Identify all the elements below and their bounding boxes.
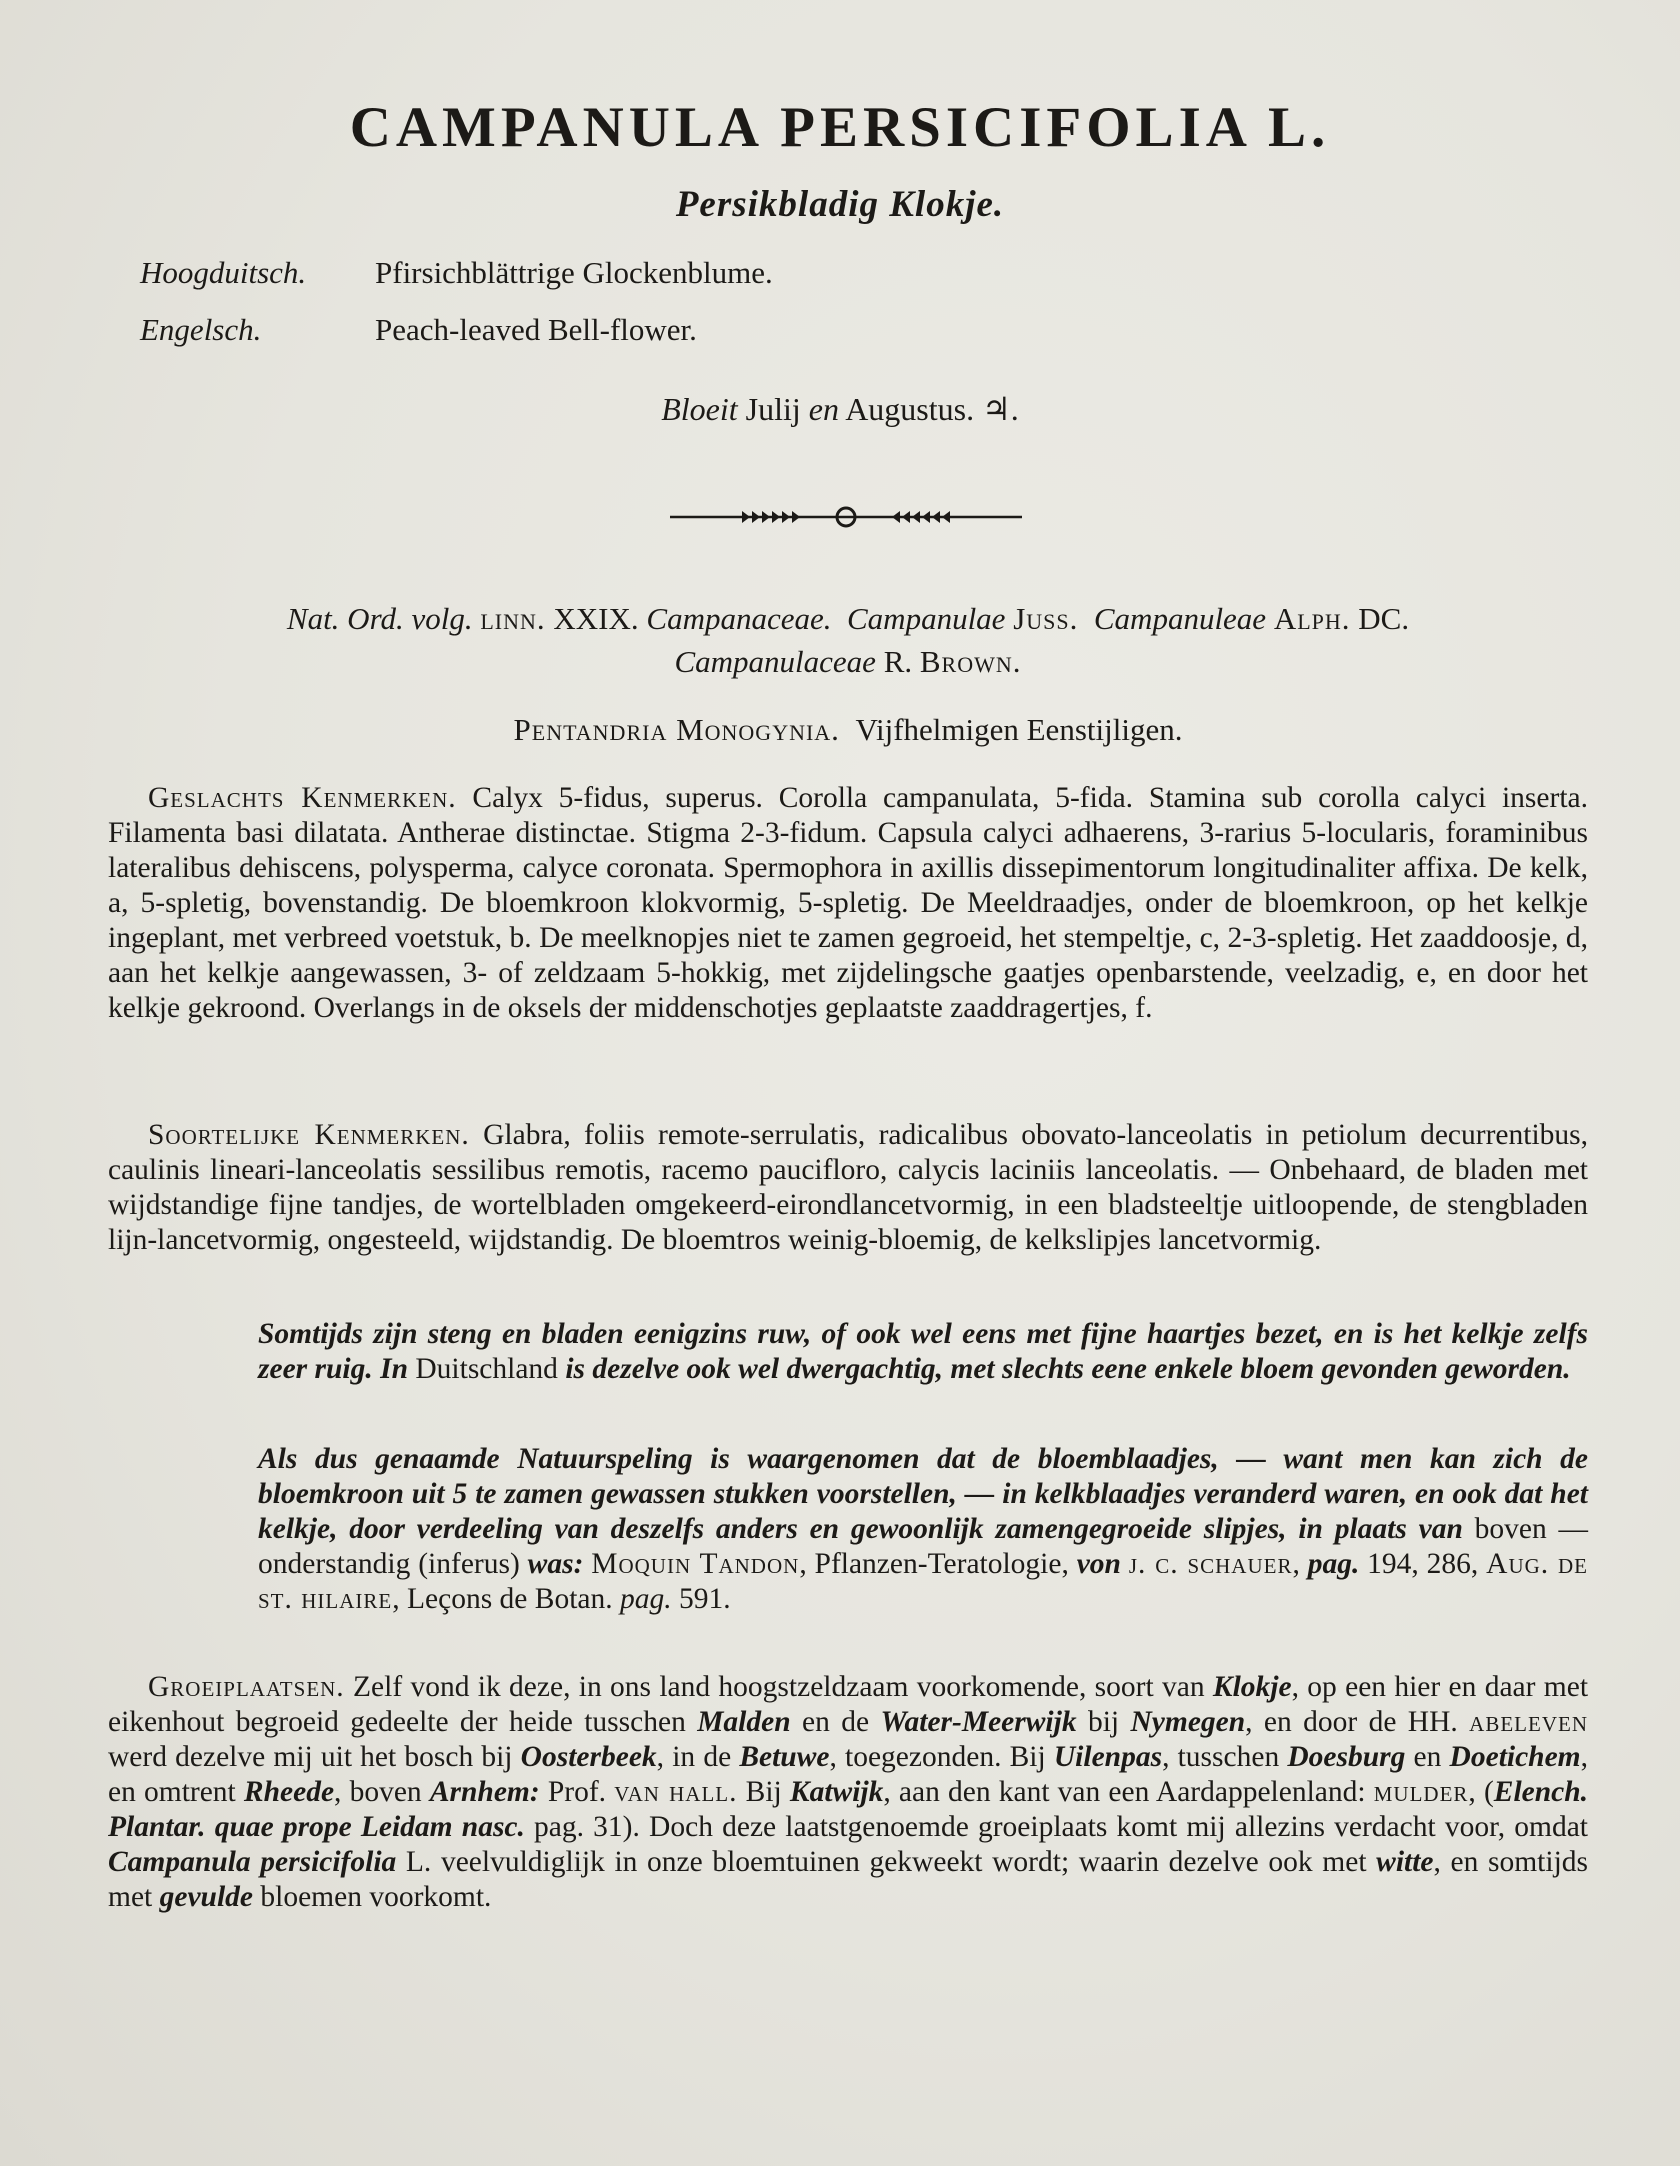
name-row-english xyxy=(140,312,773,369)
section-text: Calyx 5-fidus, superus. Corolla campanulata, 5-fida. Stamina sub corolla calyci inserta. Filamenta basi dilatata. Antherae distinctae. Stigma 2-3-fidum. Capsula calyci adhaerens, 3-rarius 5-locularis, foraminibus lateralibus dehiscens, polysperma, calyce coronata. Spermophora in axillis dissepimentorum longitudinaliter affixa. De kelk, a, 5-spletig, bovenstandig. De bloemkroon klokvormig, 5-spletig. De Meeldraadjes, onder de bloemkroon, op het kelkje ingeplant, met verbreed voetstuk, b. De meelknopjes niet te zamen gegroeid, het stempeltje, c, 2-3-spletig. Het zaaddoosje, d, aan het kelkje aangewassen, 3- of zeldzaam 5-hokkig, met zijdelingsche gaatjes openbarstende, veelzadig, e, en door het kelkje gekroond. Overlangs in de oksels der middenschotjes geplaatste zaaddragertjes, f. xyxy=(108,782,1588,1024)
habitats xyxy=(108,1670,1588,1915)
class-latin: Pentandria Monogynia. xyxy=(513,712,840,747)
reference: , Leçons de Botan. xyxy=(392,1583,620,1615)
author: Juss. xyxy=(1013,601,1079,636)
section-text: Prof. xyxy=(539,1776,615,1808)
section-text: , aan den kant van een Aardappelenland: xyxy=(883,1776,1374,1808)
section-text: , en omtrent xyxy=(108,1741,1589,1808)
family-name: Campanaceae. xyxy=(646,601,832,636)
emphasis: witte xyxy=(1376,1846,1434,1878)
place: Water-Meerwijk xyxy=(880,1706,1077,1738)
author: DC. xyxy=(1358,601,1410,636)
author: Moquin Tandon xyxy=(591,1548,800,1580)
genus-characteristics xyxy=(108,781,1588,1026)
note-text: was: xyxy=(527,1548,584,1580)
bloom-conj: en xyxy=(808,391,839,427)
reference: pag. xyxy=(1307,1548,1360,1580)
reference: 194, 286, xyxy=(1359,1548,1487,1580)
section-text: en de xyxy=(790,1706,881,1738)
place: Rheede xyxy=(243,1776,335,1808)
section-text: , tusschen xyxy=(1162,1741,1288,1773)
place: Malden xyxy=(697,1706,791,1738)
place: Doetichem xyxy=(1449,1741,1581,1773)
section-text: , in de xyxy=(656,1741,740,1773)
place: Uilenpas xyxy=(1053,1741,1163,1773)
place: Oosterbeek xyxy=(520,1741,657,1773)
section-text: , boven xyxy=(334,1776,430,1808)
reference: Elench. Plantar. quae prope Leidam nasc. xyxy=(108,1776,1589,1843)
section-text: pag. 31). Doch deze laatstgenoemde groeiplaats komt mij allezins verdacht voor, omdat xyxy=(524,1811,1588,1843)
species-characteristics xyxy=(108,1118,1588,1258)
section-heading: Soortelijke Kenmerken. xyxy=(148,1119,470,1151)
order-number: XXIX. xyxy=(545,601,647,636)
perennial-symbol: ♃. xyxy=(982,391,1019,427)
common-name: Pfirsichblättrige Glockenblume. xyxy=(375,255,773,290)
reference: pag. xyxy=(620,1583,672,1615)
section-text: L. veelvuldiglijk in onze bloemtuinen gekweekt wordt; waarin dezelve ook met xyxy=(396,1846,1377,1878)
place: Klokje xyxy=(1212,1671,1292,1703)
section-text: , en door de HH. xyxy=(1245,1706,1470,1738)
note-teratology xyxy=(108,1442,1588,1617)
note-place: Duitschland xyxy=(408,1353,566,1385)
note-text: Somtijds zijn steng en bladen eenigzins ruw, of ook wel eens met fijne haartjes bezet, en is het kelkje zelfs zeer ruig. In xyxy=(258,1318,1588,1385)
person: mulder xyxy=(1373,1776,1469,1808)
author: j. c. schauer xyxy=(1128,1548,1293,1580)
author: R. xyxy=(883,644,913,679)
common-name: Peach-leaved Bell-flower. xyxy=(375,312,697,347)
family-name: Campanulae xyxy=(847,601,1006,636)
ornamental-divider xyxy=(670,502,1022,532)
place: Katwijk xyxy=(789,1776,884,1808)
section-heading: Groeiplaatsen. xyxy=(148,1671,345,1703)
bloom-month: Julij xyxy=(745,391,801,427)
note-text: boven — onderstandig (inferus) xyxy=(258,1513,1588,1580)
author: Aug. de st. hilaire xyxy=(258,1548,1588,1615)
section-text: bloemen voorkomt. xyxy=(253,1881,492,1913)
person: van hall. xyxy=(614,1776,738,1808)
section-text: Bij xyxy=(737,1776,790,1808)
class-dutch: Vijfhelmigen Eenstijligen. xyxy=(855,712,1183,747)
name-row-german xyxy=(140,255,773,312)
reference: , Pflanzen-Teratologie, xyxy=(799,1548,1077,1580)
author: Brown. xyxy=(919,644,1022,679)
punct: , xyxy=(1292,1548,1308,1580)
section-text: , toegezonden. Bij xyxy=(829,1741,1054,1773)
bloom-period xyxy=(0,390,1680,428)
place: Doesburg xyxy=(1287,1741,1406,1773)
section-text: Glabra, foliis remote-serrulatis, radicalibus obovato-lanceolatis in petiolum decurrentibus, caulinis lineari-lanceolatis sessilibus remotis, racemo paucifloro, calycis laciniis lanceolatis. — Onbehaard, de bladen met wijdstandige fijne tandjes, de wortelbladen omgekeerd-eirondlancetvormig, in een bladsteeltje uitloopende, de stengbladen lijn-lancetvormig, ongesteeld, wijdstandig. De bloemtros weinig-bloemig, de kelkslipjes lancetvormig. xyxy=(108,1119,1589,1256)
section-text: , ( xyxy=(1468,1776,1494,1808)
section-text: , op een hier en daar met eikenhout begroeid gedeelte der heide tusschen xyxy=(108,1671,1589,1738)
section-text: , en somtijds met xyxy=(108,1846,1589,1913)
species-name: Campanula persicifolia xyxy=(108,1846,397,1878)
family-name: Campanulaceae xyxy=(674,644,876,679)
language-label: Hoogduitsch. xyxy=(140,255,307,290)
section-text: en xyxy=(1405,1741,1450,1773)
section-text: werd dezelve mij uit het bosch bij xyxy=(108,1741,521,1773)
common-names xyxy=(140,255,773,369)
person: abeleven xyxy=(1469,1706,1588,1738)
natural-order xyxy=(108,597,1588,683)
emphasis: gevulde xyxy=(159,1881,254,1913)
section-heading: Geslachts Kenmerken. xyxy=(148,782,457,814)
dutch-name: Persikbladig Klokje. xyxy=(675,184,1005,225)
place: Nymegen xyxy=(1130,1706,1246,1738)
language-label: Engelsch. xyxy=(140,312,262,347)
nat-ord-lead: Nat. Ord. volg. xyxy=(286,601,473,636)
author: Alph. xyxy=(1273,601,1351,636)
note-text: is dezelve ook wel dwergachtig, met slechts eene enkele bloem gevonden geworden. xyxy=(565,1353,1571,1385)
reference: 591. xyxy=(671,1583,731,1615)
note-text: Als dus genaamde Natuurspeling is waargenomen dat de bloemblaadjes, — want men kan zich de bloemkroon uit 5 te zamen gewassen stukken voorstellen, — in kelkblaadjes veranderd waren, en ook dat het kelkje, door verdeeling van deszelfs anders en gewoonlijk zamengegroeide slipjes, in plaats van xyxy=(258,1443,1588,1545)
page-title: CAMPANULA PERSICIFOLIA L. xyxy=(349,96,1331,159)
linn: linn. xyxy=(480,601,546,636)
bloom-label: Bloeit xyxy=(661,391,738,427)
place: Arnhem: xyxy=(429,1776,540,1808)
note-variation xyxy=(108,1317,1588,1387)
section-text: Zelf vond ik deze, in ons land hoogstzeldzaam voorkomende, soort van xyxy=(353,1671,1213,1703)
reference: von xyxy=(1076,1548,1121,1580)
section-text: bij xyxy=(1076,1706,1131,1738)
place: Betuwe xyxy=(739,1741,830,1773)
linnaean-class xyxy=(108,712,1588,747)
family-name: Campanuleae xyxy=(1093,601,1267,636)
bloom-month: Augustus. xyxy=(845,391,975,427)
